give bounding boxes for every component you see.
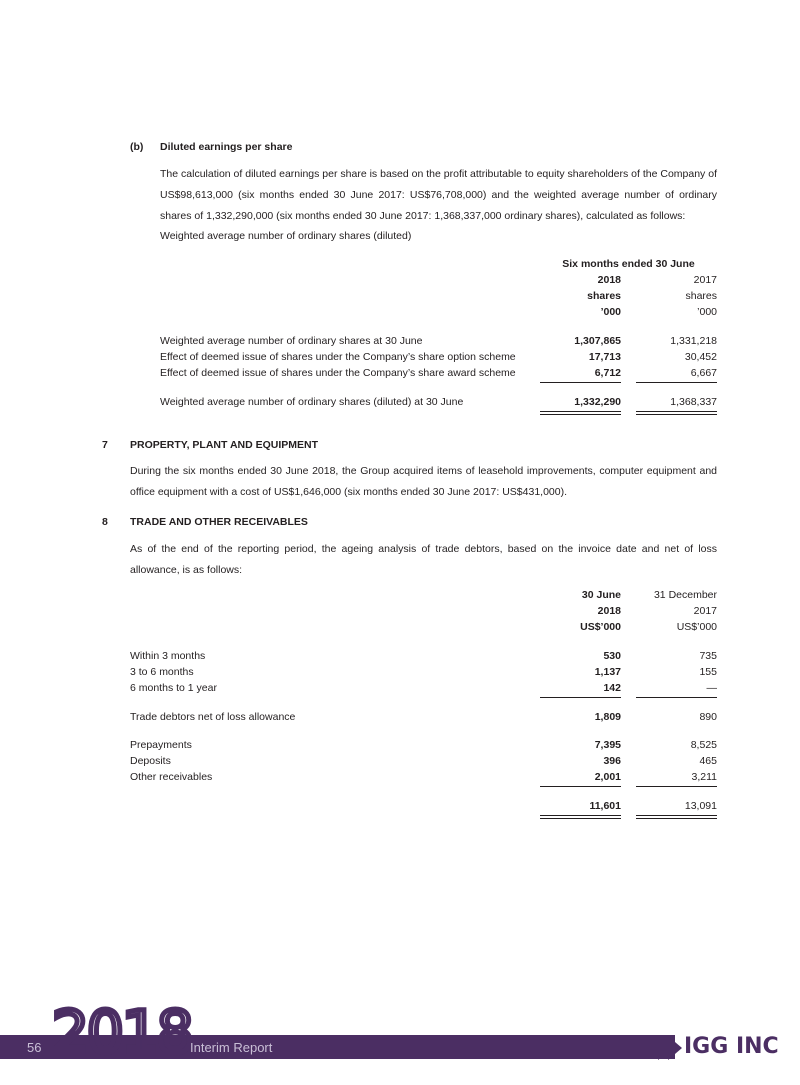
col-2018-unit: shares (587, 290, 621, 302)
total-double-rule (540, 411, 621, 415)
trade-debtors-dec: 890 (699, 711, 717, 723)
table-row-value-dec: 735 (699, 650, 717, 662)
section-7-number: 7 (102, 439, 108, 451)
table-total-2018: 1,332,290 (574, 396, 621, 408)
brand-logo: IGG INC (684, 1034, 779, 1059)
table-row-value-june: 396 (603, 755, 621, 767)
subtotal-rule (636, 382, 717, 383)
table-row-label: 6 months to 1 year (130, 682, 217, 694)
section-8-paragraph: As of the end of the reporting period, the ageing analysis of trade debtors, based on the invoice date and net of loss allowance, is as follows: (130, 543, 717, 576)
table-row-value-dec: 8,525 (690, 739, 717, 751)
col-dec-line2: 2017 (693, 605, 717, 617)
chevron-right-icon (668, 1036, 682, 1060)
table-row-label: Within 3 months (130, 650, 206, 662)
subtotal-rule (636, 786, 717, 787)
section-8-title: TRADE AND OTHER RECEIVABLES (130, 516, 308, 528)
section-7-title: PROPERTY, PLANT AND EQUIPMENT (130, 439, 319, 451)
report-label: Interim Report (190, 1040, 273, 1055)
table-total-dec: 13,091 (684, 800, 717, 812)
col-dec-line1: 31 December (653, 589, 717, 601)
col-2018-year: 2018 (597, 274, 621, 286)
section-b-label: (b) (130, 141, 144, 153)
table-row-value-2018: 1,307,865 (574, 335, 621, 347)
col-june-line3: US$’000 (580, 621, 621, 633)
table-row-label: Other receivables (130, 771, 213, 783)
table-total-label: Weighted average number of ordinary shares (diluted) at 30 June (160, 396, 464, 408)
total-double-rule (540, 815, 621, 819)
section-7-paragraph: During the six months ended 30 June 2018, the Group acquired items of leasehold improvements, computer equipment and office equipment with a cost of US$1,646,000 (six months ended 30 June 2017: US$431,000). (130, 465, 717, 498)
table-group-header: Six months ended 30 June (562, 258, 695, 270)
page-number: 56 (27, 1040, 42, 1055)
table-row-value-2018: 6,712 (594, 367, 621, 379)
subtotal-rule (540, 697, 621, 698)
total-double-rule (636, 815, 717, 819)
section-b-subheading: Weighted average number of ordinary shares (diluted) (160, 230, 412, 242)
table-row-label: Prepayments (130, 739, 192, 751)
table-total-june: 11,601 (589, 800, 621, 812)
section-b-paragraph: The calculation of diluted earnings per share is based on the profit attributable to equity shareholders of the Company of US$98,613,000 (six months ended 30 June 2017: US$76,708,000) and the weighted average number of ordinary shares of 1,332,290,000 (six months ended 30 June 2017: 1,368,337,000 ordinary shares), calculated as follows: (160, 168, 717, 222)
table-row-label: Deposits (130, 755, 171, 767)
col-2018-thousand: ’000 (600, 306, 621, 318)
subtotal-rule (540, 786, 621, 787)
col-2017-year: 2017 (693, 274, 717, 286)
subtotal-rule (636, 697, 717, 698)
col-2017-unit: shares (685, 290, 717, 302)
table-total-2017: 1,368,337 (670, 396, 717, 408)
section-8-number: 8 (102, 516, 108, 528)
table-row-value-june: 530 (603, 650, 621, 662)
table-row-value-dec: 3,211 (691, 771, 717, 783)
table-row-label: 3 to 6 months (130, 666, 194, 678)
table-row-value-dec: 465 (699, 755, 717, 767)
table-row-value-2018: 17,713 (588, 351, 621, 363)
col-dec-line3: US$’000 (676, 621, 717, 633)
table-row-value-june: 1,137 (594, 666, 621, 678)
table-row-label: Weighted average number of ordinary shares at 30 June (160, 335, 423, 347)
footer-year-logo: 2018 (52, 998, 192, 1066)
table-row-value-june: 142 (603, 682, 621, 694)
section-b-title: Diluted earnings per share (160, 141, 293, 153)
table-row-value-2017: 30,452 (684, 351, 717, 363)
total-double-rule (636, 411, 717, 415)
table-row-value-2017: 1,331,218 (670, 335, 717, 347)
subtotal-rule (540, 382, 621, 383)
table-row-value-june: 2,001 (594, 771, 621, 783)
table-row-value-dec: 155 (699, 666, 717, 678)
col-june-line1: 30 June (581, 589, 621, 601)
table-row-value-dec: — (706, 682, 717, 694)
table-row-label: Effect of deemed issue of shares under the Company’s share award scheme (160, 367, 516, 379)
table-row-value-june: 7,395 (594, 739, 621, 751)
table-row-value-2017: 6,667 (690, 367, 717, 379)
col-2017-thousand: ’000 (697, 306, 717, 318)
trade-debtors-label: Trade debtors net of loss allowance (130, 711, 296, 723)
table-row-label: Effect of deemed issue of shares under the Company’s share option scheme (160, 351, 516, 363)
trade-debtors-june: 1,809 (594, 711, 621, 723)
col-june-line2: 2018 (597, 605, 621, 617)
